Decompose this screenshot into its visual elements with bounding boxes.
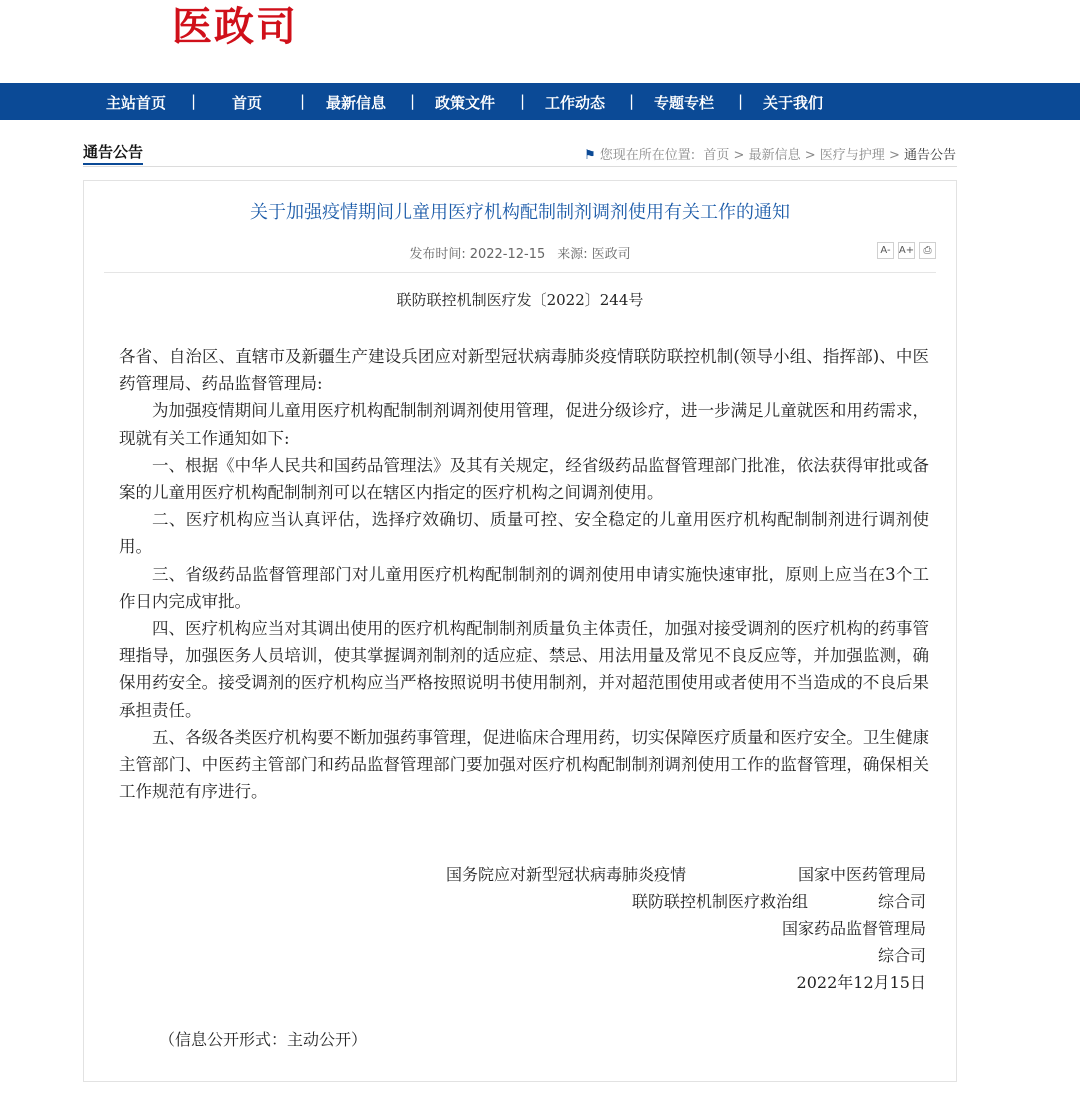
section-title: 通告公告 (83, 143, 143, 165)
nav-item-about-us[interactable]: 关于我们 (763, 94, 824, 112)
print-icon[interactable]: ⎙ (919, 242, 936, 259)
site-logo[interactable]: 医政司 (172, 4, 298, 50)
signature-date: 2022年12月15日 (796, 973, 926, 992)
breadcrumb-home[interactable]: 首页 (703, 148, 730, 163)
signature-issuer-2a: 国家中医药管理局 (797, 865, 926, 884)
nav-separator: | (520, 92, 526, 110)
article-meta (84, 243, 956, 262)
signature-row (446, 969, 926, 996)
article-body (119, 343, 929, 805)
nav-item-work-news[interactable]: 工作动态 (545, 94, 606, 112)
clause-3-paragraph: 三、省级药品监督管理部门对儿童用医疗机构配制制剂的调剂使用申请实施快速审批，原则上应当在3个工作日内完成审批。 (119, 564, 929, 611)
clause-1-paragraph: 一、根据《中华人民共和国药品管理法》及其有关规定，经省级药品监督管理部门批准，依法获得审批或备案的儿童用医疗机构配制制剂可以在辖区内指定的医疗机构之间调剂使用。 (119, 455, 929, 503)
article-container (83, 180, 957, 1082)
location-pin-icon: ⚑ (584, 148, 596, 163)
signature-issuer-3a: 国家药品监督管理局 (781, 919, 926, 938)
signature-issuer-3b: 综合司 (877, 946, 926, 965)
breadcrumb-latest-info[interactable]: 最新信息 (748, 148, 801, 163)
publish-date-label: 发布时间: (409, 247, 466, 262)
breadcrumb-prefix: 您现在所在位置: (599, 148, 696, 163)
signature-row (446, 861, 926, 888)
source-label: 来源: (557, 247, 588, 262)
breadcrumb-sep: > (804, 148, 816, 163)
nav-item-special-topics[interactable]: 专题专栏 (654, 94, 715, 112)
breadcrumb-notices[interactable]: 通告公告 (903, 148, 956, 163)
nav-separator: | (629, 92, 635, 110)
clause-5-paragraph: 五、各级各类医疗机构要不断加强药事管理，促进临床合理用药，切实保障医疗质量和医疗安全。卫生健康主管部门、中医药主管部门和药品监督管理部门要加强对医疗机构配制制剂调剂使用工作的监督管理，确保相关工作规范有序进行。 (119, 727, 929, 802)
nav-separator: | (410, 92, 416, 110)
section-divider (83, 166, 957, 167)
disclosure-note: （信息公开形式：主动公开） (159, 1030, 368, 1049)
breadcrumb-medical-care[interactable]: 医疗与护理 (819, 148, 885, 163)
salutation-paragraph: 各省、自治区、直辖市及新疆生产建设兵团应对新型冠状病毒肺炎疫情联防联控机制(领导小组、指挥部)、中医药管理局、药品监督管理局: (119, 347, 929, 394)
article-title: 关于加强疫情期间儿童用医疗机构配制制剂调剂使用有关工作的通知 (250, 202, 790, 223)
signature-row (446, 915, 926, 942)
font-increase-icon[interactable]: A+ (898, 242, 915, 259)
source-value: 医政司 (591, 247, 631, 262)
nav-item-policy-docs[interactable]: 政策文件 (435, 94, 496, 112)
signature-row (446, 942, 926, 969)
nav-item-home[interactable]: 首页 (232, 94, 263, 112)
nav-separator: | (191, 92, 197, 110)
nav-item-main-site-home[interactable]: 主站首页 (106, 94, 167, 112)
nav-separator: | (300, 92, 306, 110)
signature-issuer-2b: 综合司 (877, 892, 926, 911)
breadcrumb-sep: > (733, 148, 745, 163)
breadcrumb-sep: > (888, 148, 900, 163)
nav-item-latest-info[interactable]: 最新信息 (326, 94, 387, 112)
nav-separator: | (738, 92, 744, 110)
document-number: 联防联控机制医疗发〔2022〕244号 (396, 291, 644, 309)
signature-issuer-1a: 国务院应对新型冠状病毒肺炎疫情 (446, 865, 687, 884)
signature-block (446, 861, 926, 996)
intro-paragraph: 为加强疫情期间儿童用医疗机构配制制剂调剂使用管理，促进分级诊疗，进一步满足儿童就医和用药需求，现就有关工作通知如下: (119, 401, 929, 448)
publish-date: 2022-12-15 (469, 247, 546, 262)
signature-row (446, 888, 926, 915)
meta-divider (104, 272, 936, 273)
font-decrease-icon[interactable]: A- (877, 242, 894, 259)
signature-issuer-1b: 联防联控机制医疗救治组 (631, 892, 808, 911)
clause-2-paragraph: 二、医疗机构应当认真评估，选择疗效确切、质量可控、安全稳定的儿童用医疗机构配制制剂进行调剂使用。 (119, 510, 929, 557)
main-navbar (0, 83, 1080, 120)
clause-4-paragraph: 四、医疗机构应当对其调出使用的医疗机构配制制剂质量负主体责任，加强对接受调剂的医疗机构的药事管理指导，加强医务人员培训，使其掌握调剂制剂的适应症、禁忌、用法用量及常见不良反应等，并加强监测，确保用药安全。接受调剂的医疗机构应当严格按照说明书使用制剂，并对超范围使用或者使用不当造成的不良后果承担责任。 (119, 619, 929, 720)
breadcrumb (584, 144, 956, 163)
article-tools (877, 242, 936, 259)
